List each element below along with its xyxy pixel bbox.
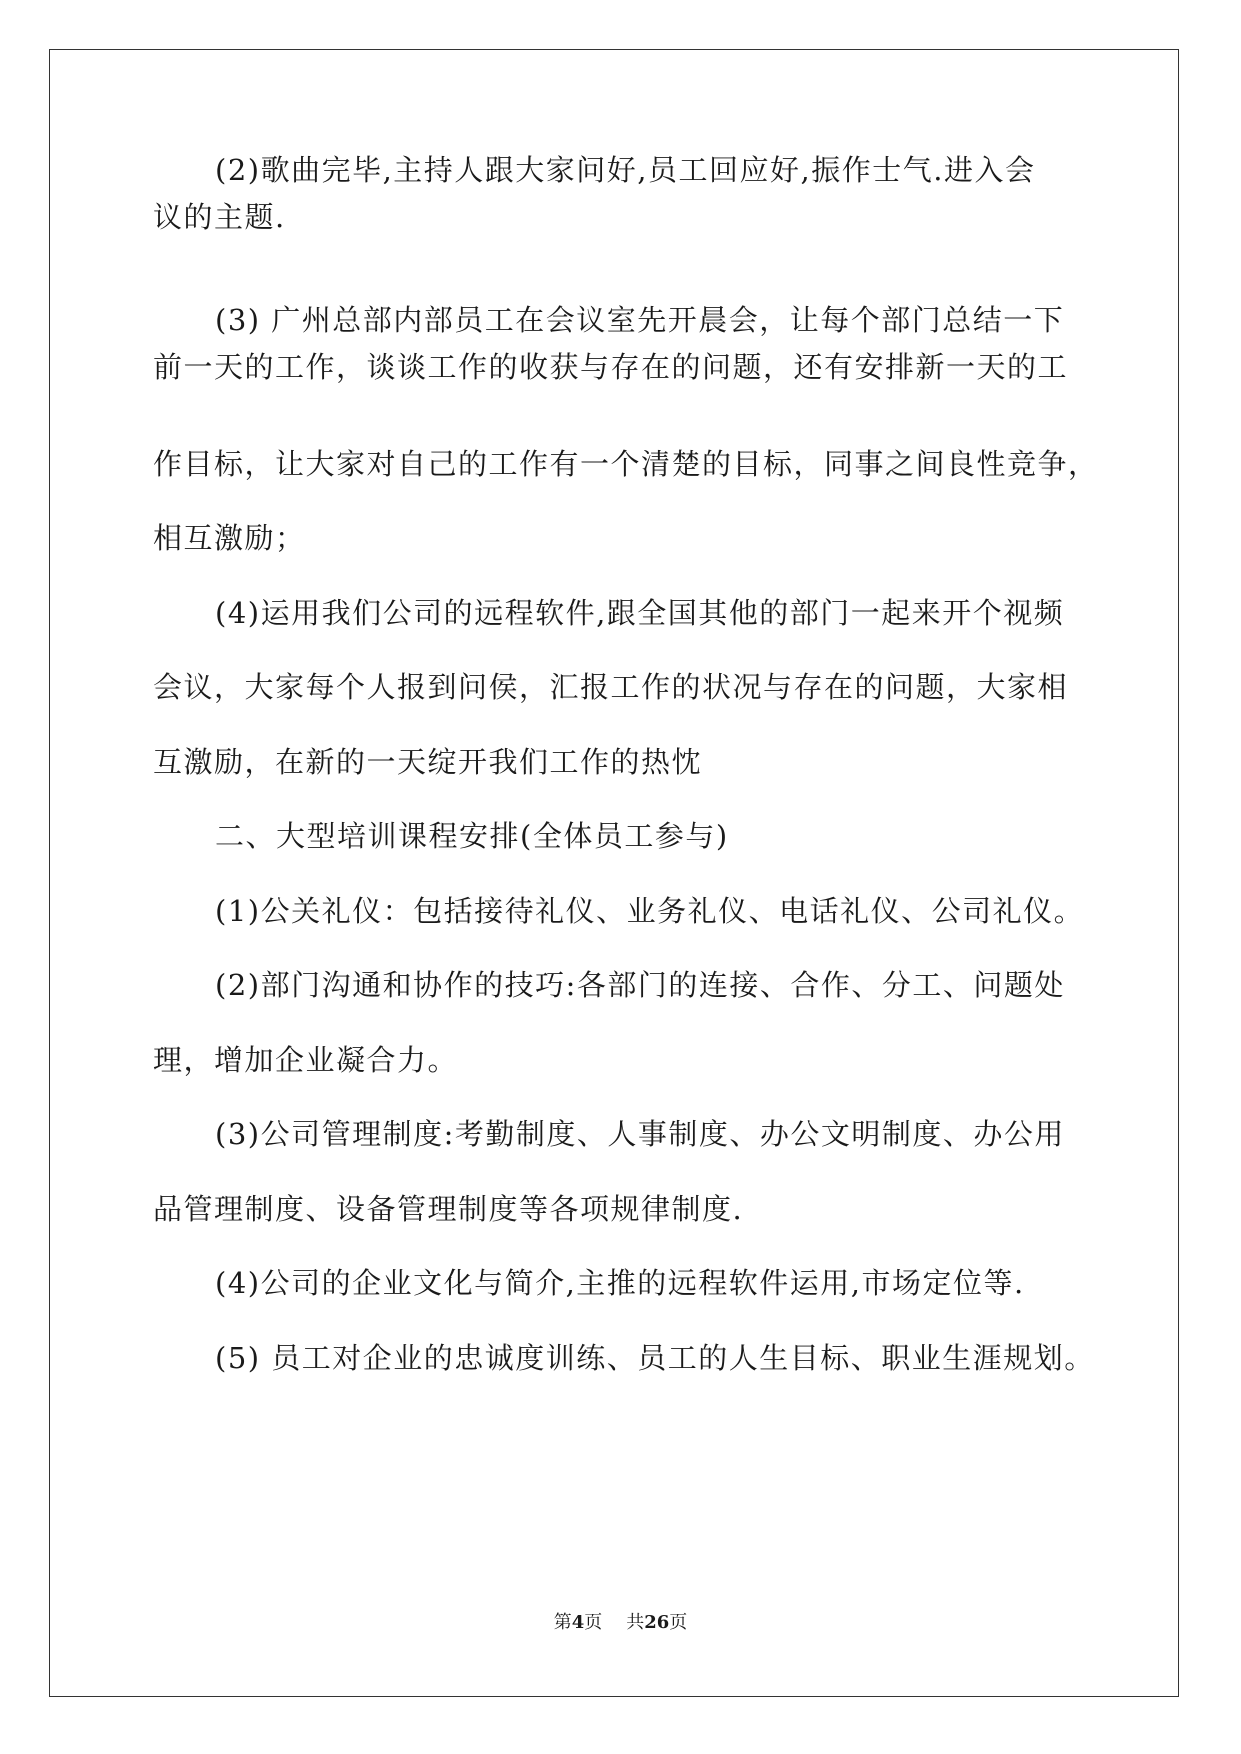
paragraph-line: (4)运用我们公司的远程软件,跟全国其他的部门一起来开个视频 <box>215 596 1065 630</box>
paragraph-line: 作目标，让大家对自己的工作有一个清楚的目标，同事之间良性竞争， <box>153 447 1099 481</box>
paragraph-line: 理，增加企业凝合力。 <box>153 1043 459 1077</box>
page-footer <box>0 1608 1241 1634</box>
paragraph-line: 互激励，在新的一天绽开我们工作的热忱 <box>153 745 703 779</box>
paragraph-line: 会议，大家每个人报到问侯，汇报工作的状况与存在的问题，大家相 <box>153 670 1069 704</box>
paragraph-line: (2)歌曲完毕,主持人跟大家问好,员工回应好,振作士气.进入会 <box>215 153 1036 187</box>
page-border <box>49 49 1179 1697</box>
section-heading: 二、大型培训课程安排(全体员工参与) <box>215 819 729 853</box>
paragraph-line: 品管理制度、设备管理制度等各项规律制度. <box>153 1192 744 1226</box>
paragraph-line: (5) 员工对企业的忠诚度训练、员工的人生目标、职业生涯规划。 <box>215 1341 1095 1375</box>
page-label-suffix: 页 <box>584 1612 603 1633</box>
paragraph-line: 议的主题. <box>153 200 286 234</box>
paragraph-line: (3)公司管理制度:考勤制度、人事制度、办公文明制度、办公用 <box>215 1117 1065 1151</box>
total-page-number: 26 <box>644 1612 670 1633</box>
paragraph-line: 相互激励； <box>153 521 306 555</box>
page-label-prefix: 第 <box>553 1612 572 1633</box>
paragraph-line: (4)公司的企业文化与简介,主推的远程软件运用,市场定位等. <box>215 1266 1025 1300</box>
paragraph-line: 前一天的工作，谈谈工作的收获与存在的问题，还有安排新一天的工 <box>153 350 1069 384</box>
total-label-prefix: 共 <box>626 1612 645 1633</box>
paragraph-line: (3) 广州总部内部员工在会议室先开晨会，让每个部门总结一下 <box>215 303 1065 337</box>
paragraph-line: (2)部门沟通和协作的技巧:各部门的连接、合作、分工、问题处 <box>215 968 1065 1002</box>
current-page-number: 4 <box>571 1612 585 1633</box>
total-label-suffix: 页 <box>669 1612 688 1633</box>
paragraph-line: (1)公关礼仪：包括接待礼仪、业务礼仪、电话礼仪、公司礼仪。 <box>215 894 1085 928</box>
